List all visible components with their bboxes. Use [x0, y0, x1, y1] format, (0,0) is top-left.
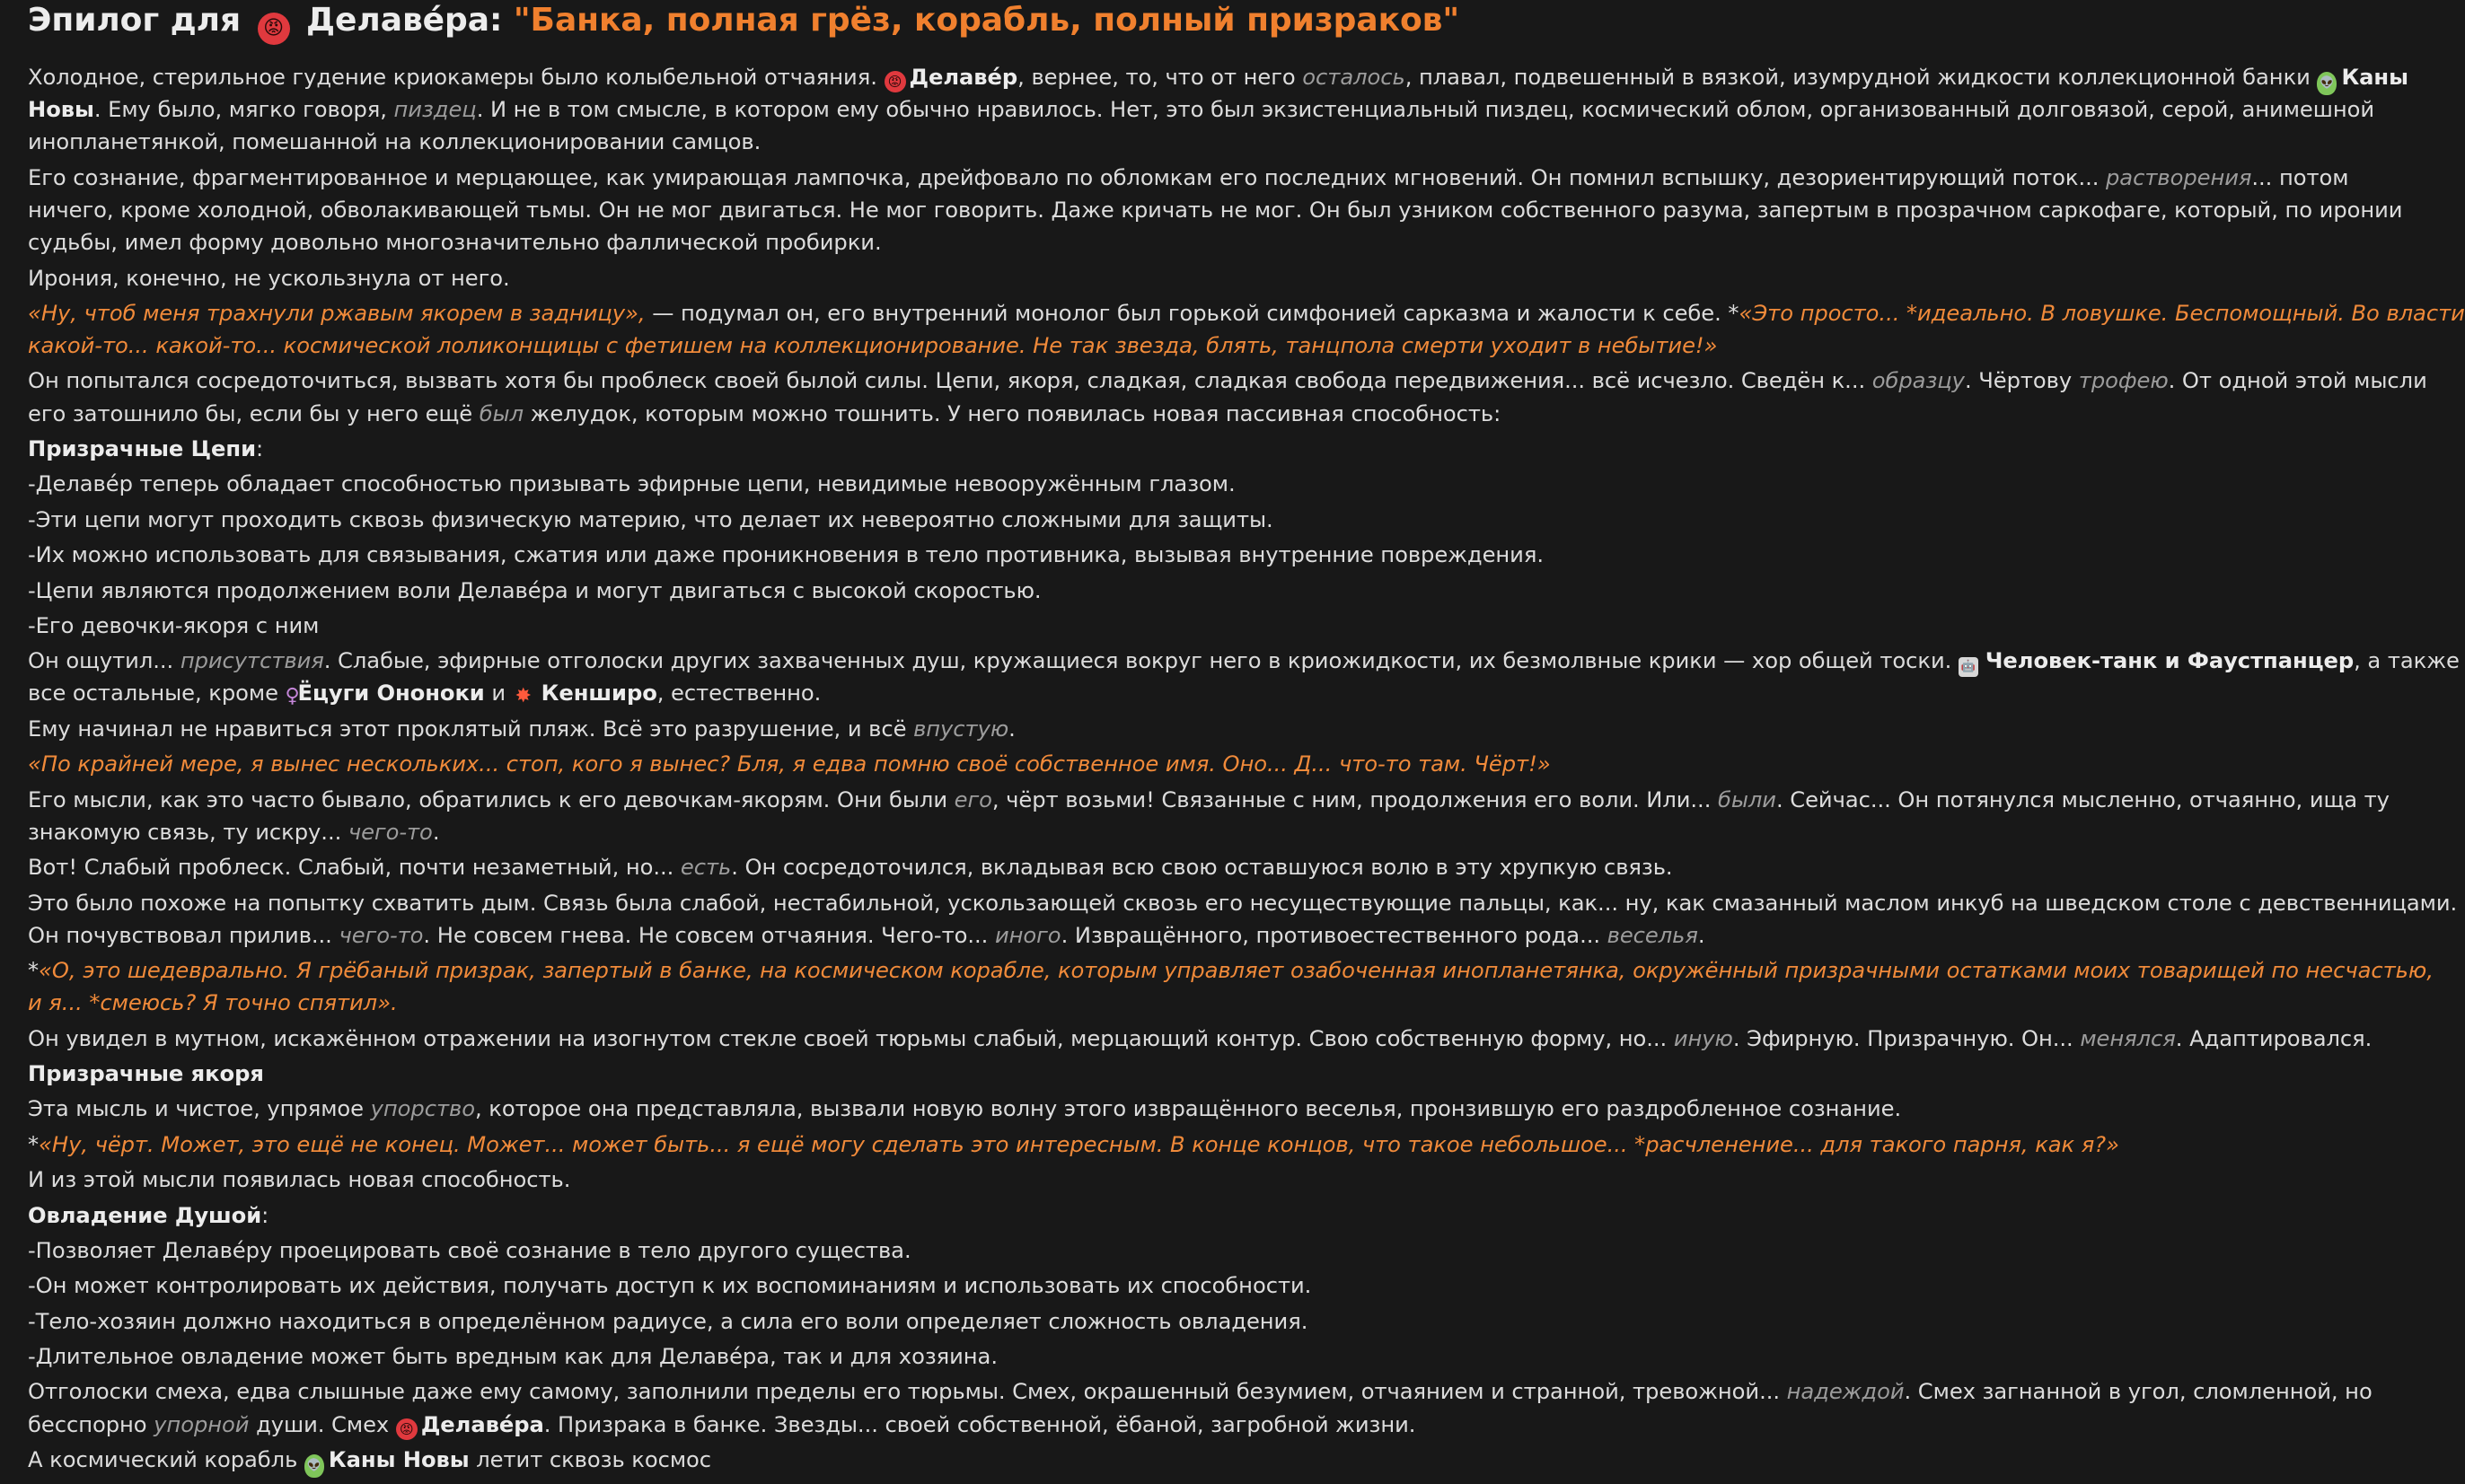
italic-text: растворения: [2106, 164, 2252, 190]
italic-text: иную: [1673, 1025, 1733, 1051]
text-run: .: [1008, 716, 1016, 742]
title-name: Делаве́ра:: [306, 2, 503, 39]
text-run: . От одной этой мысли: [2168, 368, 2427, 394]
text-line: [28, 645, 2460, 677]
text-line: [28, 1234, 2273, 1267]
text-line: [28, 539, 2273, 571]
text-line: [28, 194, 2403, 226]
italic-text: пиздец: [393, 97, 477, 123]
italic-text: его: [954, 786, 992, 812]
text-run: . Извращённого, противоестественного рода...: [1061, 922, 1607, 948]
alien-icon: 👽: [304, 1454, 324, 1478]
text-run: — подумал он, его внутренний монолог был горькой симфонией сарказма и жалости к себе. *: [645, 300, 1739, 326]
page-title: [28, 0, 2273, 41]
text-run: -Позволяет Делаве́ру проецировать своё сознание в тело другого существа.: [28, 1237, 911, 1263]
text-run: , которое она представляла, вызвали новую волну этого извращённого веселья, пронзившую его раздробленное сознание.: [474, 1096, 1902, 1122]
text-line: [28, 610, 2273, 642]
italic-text: присутствия: [180, 648, 324, 674]
text-line: [28, 954, 2434, 987]
text-line: [28, 1269, 2273, 1302]
text-run: *: [28, 958, 40, 984]
explosion-icon: ✸: [515, 685, 532, 708]
italic-text: упорной: [154, 1411, 250, 1437]
text-line: [28, 433, 2273, 465]
bold-text: Призрачные Цепи: [28, 436, 256, 461]
title-quote: "Банка, полная грёз, корабль, полный призраков": [513, 2, 1460, 39]
italic-text: чего-то: [339, 922, 424, 948]
text-line: [28, 61, 2408, 93]
italic-text: надеждой: [1786, 1379, 1905, 1405]
text-line: [28, 226, 2273, 259]
orange-quote-text: «Это просто... *идеально. В ловушке. Беспомощный. Во власти: [1739, 300, 2465, 326]
text-run: . Слабые, эфирные отголоски других захваченных душ, кружащиеся вокруг него в криожидкости, их безмолвные крики — хор общей тоски.: [323, 648, 1959, 674]
bold-text: Новы: [28, 97, 94, 123]
text-run: . Чёртову: [1964, 368, 2079, 394]
text-line: [28, 1163, 2273, 1196]
text-run: Он попытался сосредоточиться, вызвать хотя бы проблеск своей былой силы. Цепи, якоря, сладкая, сладкая свобода передвижения... всё исчезло. Сведён к...: [28, 368, 1872, 394]
text-line: [28, 748, 2273, 780]
italic-text: впустую: [913, 716, 1009, 742]
orange-quote-text: «Ну, чтоб меня трахнули ржавым якорем в задницу»,: [28, 300, 646, 326]
text-line: [28, 816, 2273, 848]
text-run: :: [255, 436, 264, 461]
italic-text: упорство: [370, 1096, 475, 1122]
text-line: [28, 262, 2273, 294]
text-line: [28, 1444, 2273, 1476]
text-line: [28, 504, 2273, 536]
text-line: [28, 93, 2375, 126]
robot-icon: 🤖: [1959, 657, 1978, 677]
text-run: Эта мысль и чистое, упрямое: [28, 1096, 371, 1122]
text-run: -Его девочки-якоря с ним: [28, 612, 320, 638]
text-run: Он ощутил...: [28, 648, 180, 674]
text-run: души. Смех: [249, 1411, 396, 1437]
alien-icon: 👽: [2317, 72, 2337, 95]
text-line: [28, 1375, 2373, 1408]
text-run: Ирония, конечно, не ускользнула от него.: [28, 265, 510, 291]
text-run: -Эти цепи могут проходить сквозь физическую материю, что делает их невероятно сложными для защиты.: [28, 506, 1273, 532]
text-run: А космический корабль: [28, 1446, 304, 1472]
text-run: , а также: [2354, 648, 2460, 674]
bold-text: Ёцуги Ононоки: [297, 681, 485, 707]
bold-text: Овладение Душой: [28, 1202, 262, 1228]
bold-text: Делаве́р: [909, 65, 1018, 90]
text-run: -Длительное овладение может быть вредным как для Делаве́ра, так и для хозяина.: [28, 1344, 998, 1369]
text-run: :: [261, 1202, 269, 1228]
text-line: [28, 1409, 2273, 1441]
orange-quote-text: «О, это шедеврально. Я грёбаный призрак, запертый в банке, на космическом корабле, которым управляет озабоченная инопланетянка, окружённый призрачными остатками моих товарищей по несчастью,: [39, 958, 2434, 984]
text-line: [28, 364, 2427, 397]
document: [28, 0, 2465, 1476]
bold-text: Призрачные якоря: [28, 1061, 264, 1086]
italic-text: были: [1717, 786, 1776, 812]
woman-icon: ♀: [285, 685, 300, 708]
angry-face-icon: 😡: [885, 71, 906, 92]
text-run: и: [484, 681, 513, 707]
text-line: [28, 329, 2273, 362]
orange-quote-text: и я... *смеюсь? Я точно спятил».: [28, 990, 398, 1016]
text-run: Отголоски смеха, едва слышные даже ему самому, заполнили пределы его тюрьмы. Смех, окрашенный безумием, отчаянием и странной, тревожной...: [28, 1379, 1787, 1405]
text-run: . Он сосредоточился, вкладывая всю свою оставшуюся волю в эту хрупкую связь.: [731, 855, 1673, 881]
text-run: . Призрака в банке. Звезды... своей собственной, ёбаной, загробной жизни.: [543, 1411, 1416, 1437]
text-line: [28, 468, 2273, 500]
text-run: *: [28, 1131, 40, 1157]
italic-text: осталось: [1302, 65, 1405, 90]
bold-text: Человек-танк и Фаустпанцер: [1985, 648, 2355, 674]
text-run: Он увидел в мутном, искажённом отражении на изогнутом стекле своей тюрьмы слабый, мерцающий контур. Свою собственную форму, но...: [28, 1025, 1674, 1051]
text-run: И из этой мысли появилась новая способность.: [28, 1167, 571, 1193]
italic-text: иного: [994, 922, 1061, 948]
text-run: .: [1697, 922, 1705, 948]
angry-face-icon: 😡: [396, 1418, 418, 1440]
text-run: . Смех загнанной в угол, сломленной, но: [1904, 1379, 2373, 1405]
text-run: бесспорно: [28, 1411, 154, 1437]
bold-text: Делаве́ра: [420, 1411, 544, 1437]
italic-text: чего-то: [348, 819, 433, 845]
text-run: инопланетянкой, помешанной на коллекционировании самцов.: [28, 129, 762, 155]
text-line: [28, 887, 2458, 919]
text-run: -Их можно использовать для связывания, сжатия или даже проникновения в тело противника, вызывая внутренние повреждения.: [28, 542, 1544, 568]
text-line: [28, 713, 2273, 745]
text-line: [28, 1023, 2373, 1055]
italic-text: менялся: [2080, 1025, 2176, 1051]
text-line: [28, 162, 2349, 194]
text-line: [28, 1093, 2273, 1125]
text-line: [28, 398, 2273, 430]
text-run: . Адаптировался.: [2175, 1025, 2373, 1051]
text-run: желудок, которым можно тошнить. У него появилась новая пассивная способность:: [524, 400, 1501, 426]
orange-quote-text: какой-то... какой-то... космической лоликонщицы с фетишем на коллекционирование. Не так звезда, блять, танцпола смерти уходит в небытие!»: [28, 333, 1718, 359]
angry-face-icon: 😡: [258, 13, 290, 45]
text-run: . И не в том смысле, в котором ему обычно нравилось. Нет, это был экзистенциальный пиздец, космический облом, организованный долговязой, серой, анимешной: [476, 97, 2375, 123]
text-run: знакомую связь, ту искру...: [28, 819, 348, 845]
text-line: [28, 1058, 2273, 1090]
text-line: [28, 784, 2390, 816]
text-line: [28, 1199, 2273, 1232]
text-run: Холодное, стерильное гудение криокамеры было колыбельной отчаяния.: [28, 65, 885, 90]
text-run: -Цепи являются продолжением воли Делаве́ра и могут двигаться с высокой скоростью.: [28, 577, 1042, 603]
text-run: , плавал, подвешенный в вязкой, изумрудной жидкости коллекционной банки: [1404, 65, 2318, 90]
text-run: . Ему было, мягко говоря,: [93, 97, 394, 123]
text-run: Его мысли, как это часто бывало, обратились к его девочкам-якорям. Они были: [28, 786, 955, 812]
text-run: ... потом: [2251, 164, 2349, 190]
text-line: [28, 1305, 2273, 1338]
text-run: его затошнило бы, если бы у него ещё: [28, 400, 480, 426]
text-run: .: [432, 819, 440, 845]
italic-text: веселья: [1607, 922, 1698, 948]
text-run: Вот! Слабый проблеск. Слабый, почти незаметный, но...: [28, 855, 681, 881]
text-run: Его сознание, фрагментированное и мерцающее, как умирающая лампочка, дрейфовало по обломкам его последних мгновений. Он помнил вспышку, дезориентирующий поток...: [28, 164, 2106, 190]
orange-quote-text: «По крайней мере, я вынес нескольких... стоп, кого я вынес? Бля, я едва помню своё собственное имя. Оно... Д... что-то там. Чёрт!»: [28, 751, 1551, 777]
text-line: [28, 919, 2273, 952]
text-run: Он почувствовал прилив...: [28, 922, 339, 948]
text-line: [28, 1340, 2273, 1373]
text-line: [28, 987, 2273, 1019]
text-line: [28, 575, 2273, 607]
text-run: . Сейчас... Он потянулся мысленно, отчаянно, ища ту: [1775, 786, 2390, 812]
text-line: [28, 297, 2465, 329]
text-run: Ему начинал не нравиться этот проклятый пляж. Всё это разрушение, и всё: [28, 716, 914, 742]
title-prefix: Эпилог для: [28, 2, 242, 39]
text-run: , естественно.: [656, 681, 822, 707]
text-run: -Тело-хозяин должно находиться в определённом радиусе, а сила его воли определяет сложность овладения.: [28, 1308, 1308, 1334]
text-run: -Делаве́р теперь обладает способностью призывать эфирные цепи, невидимые невооружённым глазом.: [28, 471, 1236, 497]
text-line: [28, 126, 2273, 158]
text-run: . Не совсем гнева. Не совсем отчаяния. Чего-то...: [423, 922, 995, 948]
text-run: летит сквозь космос: [469, 1446, 712, 1472]
text-run: все остальные, кроме: [28, 681, 286, 707]
text-run: -Он может контролировать их действия, получать доступ к их воспоминаниям и использовать их способности.: [28, 1273, 1312, 1299]
italic-text: был: [479, 400, 524, 426]
italic-text: есть: [680, 855, 732, 881]
text-line: [28, 677, 2273, 709]
italic-text: трофею: [2078, 368, 2169, 394]
text-run: судьбы, имел форму довольно многозначительно фаллической пробирки.: [28, 230, 882, 256]
text-run: Это было похоже на попытку схватить дым. Связь была слабой, нестабильной, ускользающей сквозь его несуществующие пальцы, как... ну, как смазанный маслом инкуб на шведском столе с девственницами.: [28, 890, 2458, 916]
bold-text: Кенширо: [541, 681, 657, 707]
text-run: , чёрт возьми! Связанные с ним, продолжения его воли. Или...: [991, 786, 1718, 812]
bold-text: Каны Новы: [328, 1446, 470, 1472]
text-run: ничего, кроме холодной, обволакивающей тьмы. Он не мог двигаться. Не мог говорить. Даже кричать не мог. Он был узником собственного разума, запертым в прозрачном саркофаге, который, по иронии: [28, 197, 2403, 223]
text-run: , вернее, то, что от него: [1017, 65, 1303, 90]
story-body: [28, 61, 2465, 1476]
text-line: [28, 1128, 2273, 1161]
text-line: [28, 851, 2273, 883]
orange-quote-text: «Ну, чёрт. Может, это ещё не конец. Может... может быть... я ещё могу сделать это интересным. В конце концов, что такое небольшое... *расчленение... для такого парня, как я?»: [39, 1131, 2119, 1157]
italic-text: образцу: [1871, 368, 1965, 394]
text-run: . Эфирную. Призрачную. Он...: [1732, 1025, 2081, 1051]
bold-text: Каны: [2341, 65, 2408, 90]
